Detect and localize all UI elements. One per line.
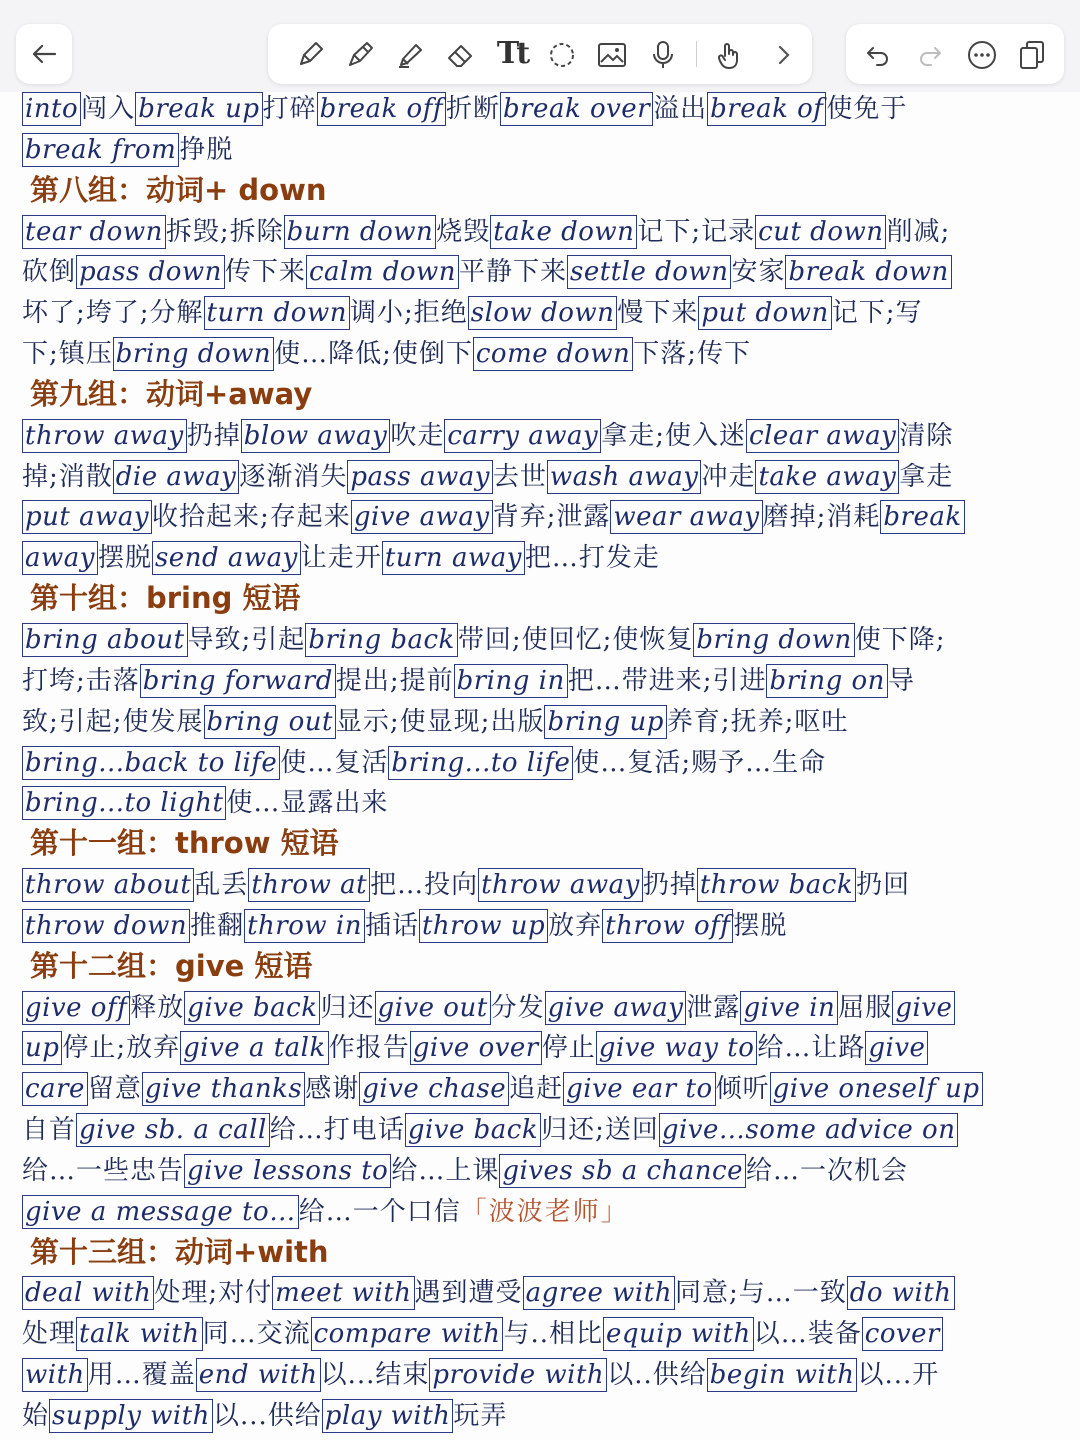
phrase-box: bring up: [544, 705, 666, 739]
phrase-box: give back: [405, 1113, 541, 1147]
meaning-text: 拿走: [899, 461, 954, 492]
note-line: [22, 537, 1062, 578]
note-line: [22, 1272, 1062, 1313]
meaning-text: 削减;: [886, 216, 951, 247]
phrase-box: give over: [410, 1031, 542, 1065]
group-heading: [22, 170, 1062, 211]
phrase-box: carry away: [444, 419, 601, 453]
note-line: [22, 415, 1062, 456]
meaning-text: 显示;使显现;出版: [335, 706, 545, 737]
phrase-box: give oneself up: [770, 1072, 983, 1106]
phrase-box: equip with: [603, 1317, 754, 1351]
phrase-box: provide with: [429, 1358, 607, 1392]
undo-icon[interactable]: [860, 38, 896, 72]
meaning-text: 摆脱: [97, 543, 152, 574]
more-icon[interactable]: [964, 38, 1000, 72]
note-line: [22, 864, 1062, 905]
meaning-text: 导致;引起: [187, 624, 306, 655]
toolbar: [0, 0, 1080, 92]
microphone-icon[interactable]: [643, 38, 683, 72]
meaning-text: 下;镇压: [22, 339, 113, 370]
meaning-text: 释放: [130, 992, 185, 1023]
meaning-text: 溢出: [653, 94, 708, 124]
note-line: [22, 129, 1062, 170]
note-line: [22, 1354, 1062, 1395]
phrase-box: break down: [785, 255, 951, 289]
phrase-box: break: [880, 500, 964, 534]
heading-text: 第八组：动词+ down: [30, 172, 327, 207]
meaning-text: 挣脱: [179, 134, 234, 165]
phrase-box: give way to: [596, 1031, 758, 1065]
phrase-box: tear down: [22, 215, 166, 249]
note-line: [22, 905, 1062, 946]
phrase-box: give off: [22, 991, 130, 1025]
phrase-box: calm down: [306, 255, 459, 289]
heading-text: 第十二组：give 短语: [30, 948, 313, 983]
meaning-text: 给…一次机会: [746, 1155, 909, 1186]
phrase-box: agree with: [523, 1276, 675, 1310]
meaning-text: 始: [22, 1401, 50, 1431]
phrase-box: throw up: [419, 909, 548, 943]
phrase-box: break from: [22, 133, 179, 167]
phrase-box: into: [22, 92, 81, 126]
phrase-box: gives sb a chance: [499, 1154, 746, 1188]
phrase-box: bring back: [305, 623, 458, 657]
group-heading: [22, 823, 1062, 864]
phrase-box: do with: [847, 1276, 955, 1310]
phrase-box: break off: [317, 92, 446, 126]
phrase-box: throw at: [248, 868, 370, 902]
phrase-box: take away: [755, 460, 899, 494]
meaning-text: 屈服: [838, 992, 893, 1023]
note-line: [22, 292, 1062, 333]
meaning-text: 给…让路: [757, 1033, 866, 1064]
meaning-text: 清除: [899, 420, 954, 451]
phrase-box: throw off: [602, 909, 733, 943]
meaning-text: 烧毁: [436, 216, 491, 247]
group-heading: [22, 578, 1062, 619]
note-line: [22, 1150, 1062, 1191]
pages-icon[interactable]: [1014, 38, 1050, 72]
meaning-text: 导: [887, 665, 915, 696]
phrase-box: put away: [22, 500, 152, 534]
eraser-icon[interactable]: [440, 38, 480, 72]
phrase-box: talk with: [76, 1317, 203, 1351]
phrase-box: bring...to life: [388, 746, 573, 780]
phrase-box: give: [892, 991, 955, 1025]
phrase-box: settle down: [567, 255, 731, 289]
note-line: [22, 496, 1062, 537]
image-icon[interactable]: [592, 38, 632, 72]
phrase-box: give out: [375, 991, 491, 1025]
meaning-text: 插话: [364, 910, 419, 941]
note-line: [22, 251, 1062, 292]
heading-text: 第十三组：动词+with: [30, 1234, 329, 1269]
phrase-box: bring out: [204, 705, 336, 739]
phrase-box: end with: [196, 1358, 321, 1392]
phrase-box: throw in: [244, 909, 365, 943]
heading-text: 第十一组：throw 短语: [30, 826, 339, 861]
meaning-text: 扔掉: [642, 870, 697, 901]
meaning-text: 调小;拒绝: [349, 298, 468, 329]
phrase-box: give lessons to: [184, 1154, 391, 1188]
phrase-box: give away: [545, 991, 687, 1025]
meaning-text: 使…降低;使倒下: [274, 339, 473, 370]
group-heading: [22, 1232, 1062, 1273]
note-line: [22, 742, 1062, 783]
phrase-box: bring down: [113, 337, 274, 371]
meaning-text: 记下;记录: [637, 216, 756, 247]
meaning-text: 带回;使回忆;使恢复: [457, 624, 694, 655]
meaning-text: 拆毁;拆除: [165, 216, 284, 247]
note-line: [22, 88, 1062, 129]
meaning-text: 放弃: [548, 910, 603, 941]
note-line: [22, 333, 1062, 374]
meaning-text: 给…一个口信: [298, 1196, 461, 1227]
meaning-text: 让走开: [300, 543, 382, 574]
phrase-box: give chase: [359, 1072, 509, 1106]
meaning-text: 养育;抚养;呕吐: [666, 706, 849, 737]
meaning-text: 闯入: [81, 94, 136, 124]
phrase-box: burn down: [284, 215, 437, 249]
phrase-box: bring forward: [140, 664, 336, 698]
phrase-box: compare with: [311, 1317, 504, 1351]
meaning-text: 感谢: [305, 1074, 360, 1105]
meaning-text: 慢下来: [617, 298, 699, 329]
meaning-text: 用…覆盖: [87, 1360, 196, 1391]
phrase-box: cover: [862, 1317, 943, 1351]
meaning-text: 致;引起;使发展: [22, 706, 204, 737]
phrase-box: give back: [184, 991, 320, 1025]
meaning-text: 处理: [22, 1319, 77, 1350]
lasso-icon[interactable]: [542, 38, 582, 72]
meaning-text: 收拾起来;存起来: [152, 502, 351, 533]
meaning-text: 玩弄: [453, 1401, 508, 1431]
note-line: [22, 1027, 1062, 1068]
phrase-box: slow down: [468, 296, 618, 330]
meaning-text: 追赶: [509, 1074, 564, 1105]
phrase-box: bring about: [22, 623, 188, 657]
meaning-text: 磨掉;消耗: [762, 502, 881, 533]
phrase-box: bring on: [766, 664, 887, 698]
phrase-box: throw down: [22, 909, 190, 943]
meaning-text: 把…投向: [370, 870, 479, 901]
meaning-text: 去世: [492, 461, 547, 492]
chevron-right-icon[interactable]: [766, 38, 802, 72]
note-line: [22, 660, 1062, 701]
phrase-box: up: [22, 1031, 62, 1065]
phrase-box: give in: [740, 991, 838, 1025]
meaning-text: 作报告: [328, 1033, 410, 1064]
phrase-box: wash away: [547, 460, 702, 494]
note-canvas[interactable]: [22, 88, 1062, 1436]
text-icon[interactable]: Tt: [496, 36, 528, 71]
meaning-text: 提出;提前: [335, 665, 454, 696]
phrase-box: begin with: [707, 1358, 858, 1392]
phrase-box: give away: [351, 500, 493, 534]
phrase-box: give a talk: [180, 1031, 329, 1065]
note-line: [22, 456, 1062, 497]
phrase-box: give sb. a call: [76, 1113, 270, 1147]
highlighter-icon[interactable]: [390, 38, 430, 72]
phrase-box: send away: [152, 541, 301, 575]
phrase-box: away: [22, 541, 98, 575]
phrase-box: give ear to: [563, 1072, 715, 1106]
hand-pointer-icon[interactable]: [710, 38, 750, 72]
phrase-box: break of: [707, 92, 826, 126]
meaning-text: 以…装备: [753, 1319, 862, 1350]
meaning-text: 使…复活;赐予…生命: [573, 747, 827, 778]
meaning-text: 归还: [320, 992, 375, 1023]
meaning-text: 拿走;使入迷: [601, 420, 746, 451]
meaning-text: 停止;放弃: [62, 1033, 181, 1064]
phrase-box: blow away: [241, 419, 391, 453]
meaning-text: 泄露: [686, 992, 741, 1023]
group-heading: [22, 374, 1062, 415]
phrase-box: bring...back to life: [22, 746, 280, 780]
meaning-text: 留意: [87, 1074, 142, 1105]
meaning-text: 逐渐消失: [239, 461, 348, 492]
phrase-box: deal with: [22, 1276, 154, 1310]
meaning-text: 给…打电话: [269, 1115, 405, 1146]
phrase-box: wear away: [610, 500, 762, 534]
note-line: [22, 1313, 1062, 1354]
phrase-box: throw away: [478, 868, 643, 902]
meaning-text: 扔回: [856, 870, 911, 901]
meaning-text: 遇到遭受: [414, 1278, 523, 1309]
meaning-text: 下落;传下: [633, 339, 751, 370]
meaning-text: 以..供给: [607, 1360, 707, 1391]
meaning-text: 记下;写: [831, 298, 923, 329]
meaning-text: 吹走: [390, 420, 445, 451]
phrase-box: break up: [135, 92, 262, 126]
pencil-icon[interactable]: [290, 38, 330, 72]
phrase-box: supply with: [49, 1399, 213, 1433]
note-line: [22, 1395, 1062, 1436]
phrase-box: turn away: [382, 541, 525, 575]
phrase-box: care: [22, 1072, 88, 1106]
meaning-text: 扔掉: [186, 420, 241, 451]
meaning-text: 使免于: [826, 94, 908, 124]
meaning-text: 打碎: [262, 94, 317, 124]
meaning-text: 传下来: [224, 257, 306, 288]
phrase-box: throw about: [22, 868, 194, 902]
phrase-box: die away: [113, 460, 240, 494]
phrase-box: play with: [322, 1399, 454, 1433]
meaning-text: 坏了;垮了;分解: [22, 298, 204, 329]
meaning-text: 同意;与…一致: [674, 1278, 847, 1309]
meaning-text: 给…上课: [391, 1155, 500, 1186]
meaning-text: 折断: [445, 94, 500, 124]
meaning-text: 处理;对付: [154, 1278, 273, 1309]
meaning-text: 乱丢: [194, 870, 249, 901]
toolbar-separator: [696, 41, 697, 67]
phrase-box: break over: [500, 92, 653, 126]
note-line: [22, 987, 1062, 1028]
phrase-box: clear away: [746, 419, 899, 453]
note-line: [22, 701, 1062, 742]
meaning-text: 停止: [541, 1033, 596, 1064]
phrase-box: pass down: [76, 255, 225, 289]
phrase-box: throw away: [22, 419, 187, 453]
meaning-text: 自首: [22, 1115, 77, 1146]
meaning-text: 使下降;: [854, 624, 946, 655]
meaning-text: 冲走: [701, 461, 756, 492]
note-line: [22, 211, 1062, 252]
note-line: [22, 1109, 1062, 1150]
heading-text: 第九组：动词+away: [30, 376, 313, 411]
phrase-box: come down: [473, 337, 633, 371]
meaning-text: 使…显露出来: [226, 788, 389, 819]
note-line: [22, 1068, 1062, 1109]
phrase-box: throw back: [697, 868, 856, 902]
phrase-box: give: [865, 1031, 928, 1065]
phrase-box: bring...to light: [22, 786, 226, 820]
meaning-text: 把…打发走: [524, 543, 660, 574]
meaning-text: 平静下来: [459, 257, 568, 288]
meaning-text: 打垮;击落: [22, 665, 140, 696]
meaning-text: 摆脱: [733, 910, 788, 941]
meaning-text: 分发: [490, 992, 545, 1023]
meaning-text: 倾听: [715, 1074, 770, 1105]
group-heading: [22, 946, 1062, 987]
phrase-box: put down: [698, 296, 831, 330]
phrase-box: give a message to…: [22, 1195, 299, 1229]
meaning-text: 使…复活: [280, 747, 389, 778]
meaning-text: 同…交流: [202, 1319, 311, 1350]
phrase-box: give…some advice on: [659, 1113, 959, 1147]
redo-icon[interactable]: [912, 38, 948, 72]
phrase-box: meet with: [272, 1276, 414, 1310]
phrase-box: cut down: [755, 215, 886, 249]
arrow-left-icon[interactable]: [26, 38, 62, 70]
phrase-box: turn down: [204, 296, 350, 330]
meaning-text: 以...开: [857, 1360, 940, 1391]
note-line: [22, 619, 1062, 660]
phrase-box: pass away: [347, 460, 493, 494]
meaning-text: 给…一些忠告: [22, 1155, 185, 1186]
meaning-text: 归还;送回: [541, 1115, 659, 1146]
author-tag: 「波波老师」: [460, 1196, 629, 1227]
meaning-text: 掉;消散: [22, 461, 113, 492]
meaning-text: 安家: [731, 257, 786, 288]
note-line: [22, 782, 1062, 823]
phrase-box: give thanks: [142, 1072, 305, 1106]
note-line: [22, 1191, 1062, 1232]
heading-text: 第十组：bring 短语: [30, 581, 301, 616]
meaning-text: 把…带进来;引进: [567, 665, 767, 696]
meaning-text: 砍倒: [22, 257, 77, 288]
phrase-box: take down: [490, 215, 637, 249]
meaning-text: 推翻: [190, 910, 245, 941]
phrase-box: bring in: [454, 664, 568, 698]
meaning-text: 以...供给: [212, 1401, 322, 1431]
phrase-box: with: [22, 1358, 88, 1392]
pen-icon[interactable]: [340, 38, 380, 72]
meaning-text: 以...结束: [320, 1360, 430, 1391]
meaning-text: 与..相比: [503, 1319, 603, 1350]
phrase-box: bring down: [693, 623, 854, 657]
meaning-text: 背弃;泄露: [492, 502, 611, 533]
